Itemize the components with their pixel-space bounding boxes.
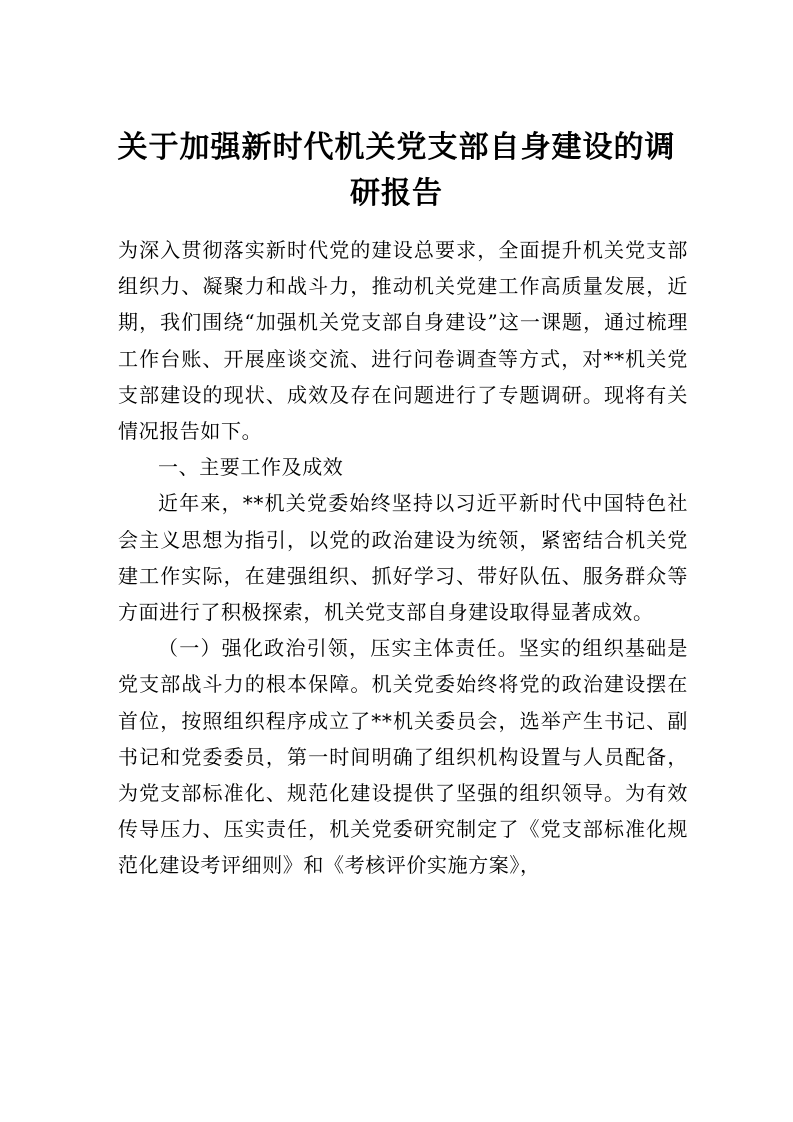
intro-paragraph: 为深入贯彻落实新时代党的建设总要求，全面提升机关党支部组织力、凝聚力和战斗力，推动机关党建工作高质量发展，近期，我们围绕“加强机关党支部自身建设”这一课题，通过梳理工作台账、开展座谈交流、进行问卷调查等方式，对**机关党支部建设的现状、成效及存在问题进行了专题调研。现将有关情况报告如下。 [118,238,688,444]
section-heading-1: 一、主要工作及成效 [158,455,344,480]
document-body [118,232,688,884]
body-paragraph-2: （一）强化政治引领，压实主体责任。坚实的组织基础是党支部战斗力的根本保障。机关党委始终将党的政治建设摆在首位，按照组织程序成立了**机关委员会，选举产生书记、副书记和党委委员，第一时间明确了组织机构设置与人员配备，为党支部标准化、规范化建设提供了坚强的组织领导。为有效传导压力、压实责任，机关党委研究制定了《党支部标准化规范化建设考评细则》和《考核评价实施方案》， [118,636,688,878]
document-title-line-1: 关于加强新时代机关党支部自身建设的调 [117,130,676,165]
body-paragraph-1: 近年来，**机关党委始终坚持以习近平新时代中国特色社会主义思想为指引，以党的政治建设为统领，紧密结合机关党建工作实际，在建强组织、抓好学习、带好队伍、服务群众等方面进行了积极探索，机关党支部自身建设取得显著成效。 [118,491,688,625]
document-title-line-2: 研报告 [350,176,443,211]
